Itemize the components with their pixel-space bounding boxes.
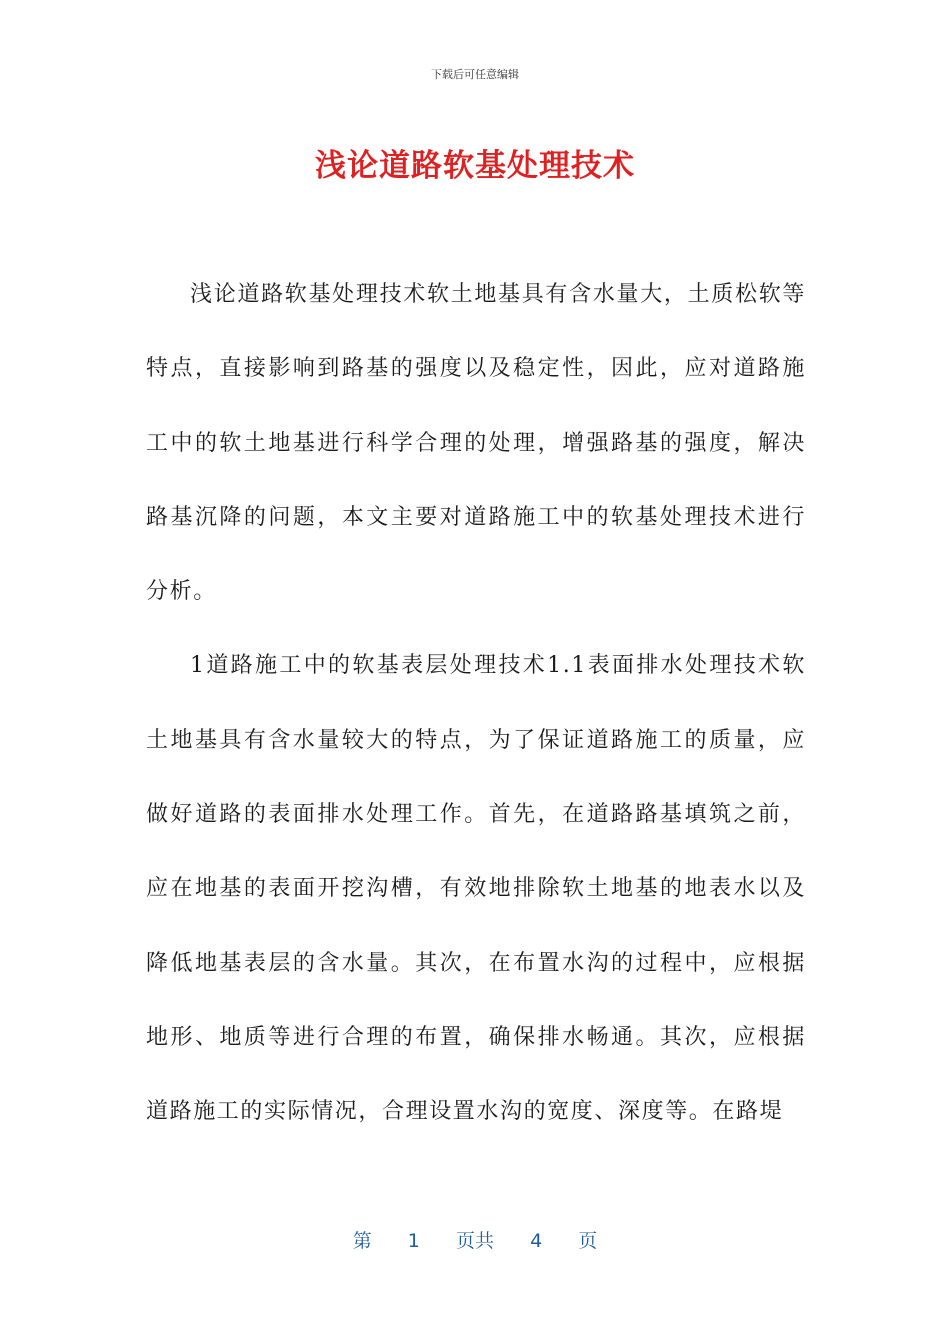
paragraph-section-1: 1道路施工中的软基表层处理技术1.1表面排水处理技术软土地基具有含水量较大的特点，为了保证道路施工的质量，应做好道路的表面排水处理工作。首先，在道路路基填筑之前，应在地基的表面开挖沟槽，有效地排除软土地基的地表水以及降低地基表层的含水量。其次，在布置水沟的过程中，应根据地形、地质等进行合理的布置，确保排水畅通。其次，应根据道路施工的实际情况，合理设置水沟的宽度、深度等。在路堤 xyxy=(146,653,806,1125)
page-suffix: 页 xyxy=(578,1230,598,1252)
page-footer xyxy=(0,1226,950,1253)
current-page-number: 1 xyxy=(407,1230,420,1252)
document-body xyxy=(146,258,806,1150)
page-mid: 页共 xyxy=(455,1230,494,1252)
page-prefix: 第 xyxy=(352,1230,372,1252)
total-pages-number: 4 xyxy=(530,1230,543,1252)
document-title: 浅论道路软基处理技术 xyxy=(315,148,635,184)
header-note: 下载后可任意编辑 xyxy=(431,68,519,81)
paragraph-intro: 浅论道路软基处理技术软土地基具有含水量大，土质松软等特点，直接影响到路基的强度以及稳定性，因此，应对道路施工中的软土地基进行科学合理的处理，增强路基的强度，解决路基沉降的问题，本文主要对道路施工中的软基处理技术进行分析。 xyxy=(146,282,806,605)
